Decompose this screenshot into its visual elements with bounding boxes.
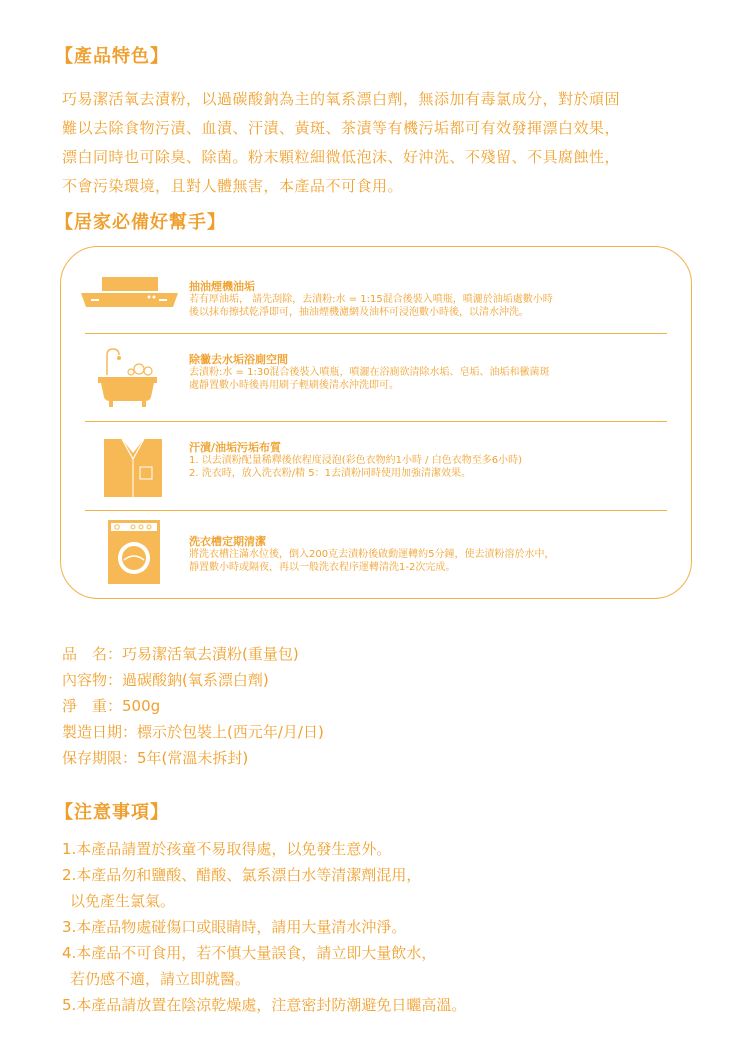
usage-row-title: 洗衣槽定期清潔	[189, 535, 266, 548]
features-paragraph	[62, 85, 702, 201]
features-line: 漂白同時也可除臭、除菌。粉末顆粒細微低泡沫、好沖洗、不殘留、不具腐蝕性，	[62, 148, 621, 166]
usage-row-line: 若有厚油垢， 請先刮除，去漬粉:水 = 1:15混合後裝入噴瓶，噴灑於油垢處數小時	[189, 294, 553, 305]
row-divider	[85, 333, 667, 334]
range-hood-icon	[77, 275, 182, 315]
note-line: 若仍感不適，請立即就醫。	[70, 970, 251, 988]
washing-machine-icon	[106, 518, 162, 586]
usage-row-range-hood	[189, 280, 679, 319]
note-line: 1.本產品請置於孩童不易取得處，以免發生意外。	[62, 840, 392, 858]
features-heading: 【產品特色】	[55, 46, 169, 67]
usage-row-line: 後以抹布擦拭乾淨即可，抽油煙機濾網及油杯可浸泡數小時後，以清水沖洗。	[189, 306, 529, 318]
row-divider	[85, 421, 667, 422]
notes-heading: 【注意事項】	[55, 802, 169, 823]
features-line: 巧易潔活氧去漬粉，以過碳酸鈉為主的氧系漂白劑，無添加有毒氯成分，對於頑固	[62, 90, 621, 108]
spec-product-name: 品 名：巧易潔活氧去漬粉(重量包)	[62, 645, 299, 663]
shirt-icon	[102, 433, 164, 499]
usage-row-fabric	[189, 441, 679, 480]
bathtub-icon	[95, 345, 160, 410]
row-divider	[85, 510, 667, 511]
usage-row-line: 處靜置數小時後再用刷子輕刷後清水沖洗即可。	[189, 379, 399, 391]
note-line: 以免產生氯氣。	[70, 892, 176, 910]
spec-contents: 內容物：過碳酸鈉(氧系漂白劑)	[62, 671, 269, 689]
features-line: 難以去除食物污漬、血漬、汗漬、黃斑、茶漬等有機污垢都可有效發揮漂白效果，	[62, 119, 621, 137]
spec-manufacture-date: 製造日期：標示於包裝上(西元年/月/日)	[62, 723, 324, 741]
usage-row-line: 靜置數小時或隔夜，再以一般洗衣程序運轉清洗1-2次完成。	[189, 561, 456, 573]
usage-row-title: 汗漬/油垢污垢布質	[189, 441, 282, 454]
usage-row-line: 2. 洗衣時，放入洗衣粉/精 5：1去漬粉同時使用加強清潔效果。	[189, 467, 471, 479]
note-line: 3.本產品物處碰傷口或眼睛時，請用大量清水沖淨。	[62, 918, 407, 936]
usage-row-line: 1. 以去漬粉配量稀釋後依程度浸泡(彩色衣物約1小時 / 白色衣物至多6小時)	[189, 455, 522, 466]
usage-row-title: 除黴去水垢浴廁空間	[189, 353, 288, 366]
usage-row-line: 去漬粉:水 = 1:30混合後裝入噴瓶，噴灑在浴廁欲清除水垢、皂垢、油垢和黴菌斑	[189, 367, 550, 378]
note-line: 2.本產品勿和鹽酸、醋酸、氯系漂白水等清潔劑混用，	[62, 866, 422, 884]
note-line: 5.本產品請放置在陰涼乾燥處，注意密封防潮避免日曬高溫。	[62, 996, 467, 1014]
usage-row-bathroom	[189, 353, 679, 392]
spec-shelf-life: 保存期限：5年(常溫未拆封)	[62, 749, 249, 767]
usage-row-title: 抽油煙機油垢	[189, 280, 255, 293]
helper-heading: 【居家必備好幫手】	[55, 212, 226, 233]
features-line: 不會污染環境，且對人體無害，本產品不可食用。	[62, 177, 404, 195]
usage-row-line: 將洗衣槽注滿水位後，倒入200克去漬粉後啟動運轉約5分鐘，使去漬粉溶於水中，	[189, 549, 555, 560]
note-line: 4.本產品不可食用，若不慎大量誤食，請立即大量飲水，	[62, 944, 437, 962]
spec-net-weight: 淨 重：500g	[62, 697, 161, 715]
usage-row-washer	[189, 535, 679, 574]
